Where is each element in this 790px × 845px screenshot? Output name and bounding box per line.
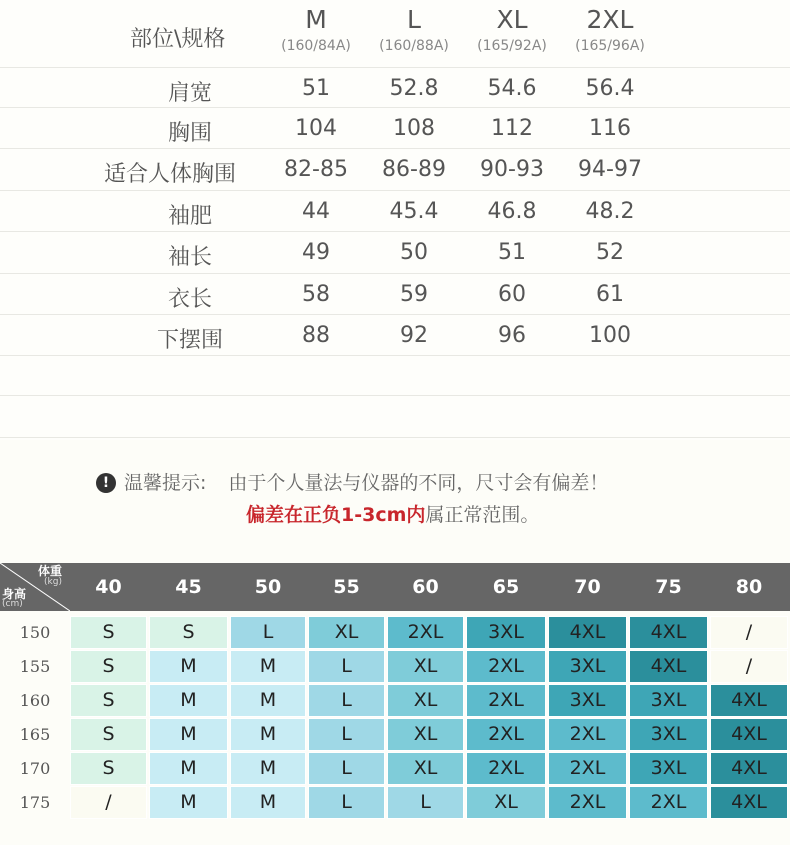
spec-value: 48.2 [585, 199, 635, 224]
size-col-l [364, 4, 464, 56]
size-cell: M [230, 718, 306, 751]
size-cell: 3XL [548, 684, 627, 717]
size-cell: M [149, 786, 228, 819]
size-name: 2XL [586, 5, 634, 34]
size-cell: M [230, 650, 306, 683]
size-cell: L [308, 786, 385, 819]
spec-value: 59 [400, 282, 428, 307]
spec-value: 58 [302, 282, 330, 307]
weight-col-header: 65 [492, 576, 520, 598]
spec-value: 112 [491, 116, 533, 141]
size-sub: (165/92A) [477, 38, 547, 54]
weight-col-header: 70 [574, 576, 601, 598]
grid-row [0, 650, 790, 683]
grid-row [0, 684, 790, 717]
size-cell: S [149, 616, 228, 649]
size-cell: XL [466, 786, 546, 819]
size-cell: XL [387, 684, 464, 717]
size-cell: 4XL [629, 650, 708, 683]
size-cell: 2XL [629, 786, 708, 819]
spec-value: 82-85 [284, 157, 348, 182]
spec-value: 60 [498, 282, 526, 307]
spec-row-label: 适合人体胸围 [103, 162, 236, 187]
height-value: 150 [19, 623, 51, 642]
size-cell: S [70, 684, 147, 717]
weight-col-header: 50 [254, 576, 282, 598]
size-cell: M [230, 786, 306, 819]
weight-col-header: 75 [655, 576, 682, 598]
spec-value: 52 [596, 240, 624, 265]
height-value: 170 [19, 759, 51, 778]
grid-row [0, 752, 790, 785]
tip-highlight: 偏差在正负1-3cm内 [246, 504, 426, 526]
size-cell: M [230, 752, 306, 785]
size-cell: XL [308, 616, 385, 649]
grid-row [0, 786, 790, 819]
size-cell: 2XL [548, 786, 627, 819]
size-cell: XL [387, 718, 464, 751]
spec-value: 88 [302, 323, 330, 348]
size-cell: S [70, 616, 147, 649]
size-cell: 4XL [710, 684, 788, 717]
spec-value: 61 [596, 282, 624, 307]
size-cell: / [710, 616, 788, 649]
spec-row-label: 衣长 [167, 287, 212, 312]
tip-line-1 [96, 468, 608, 495]
weight-col-header: 55 [333, 576, 360, 598]
size-cell: L [308, 752, 385, 785]
spec-value: 51 [302, 76, 330, 101]
size-name: M [305, 5, 327, 34]
spec-value: 54.6 [487, 76, 537, 101]
size-cell: 3XL [629, 718, 708, 751]
exclamation-icon: ! [96, 473, 116, 493]
spec-row [0, 274, 790, 314]
size-col-2xl [560, 4, 660, 56]
size-sub: (160/84A) [281, 38, 351, 54]
size-cell: / [710, 650, 788, 683]
spec-row [0, 68, 790, 108]
size-cell: M [149, 650, 228, 683]
size-name: XL [496, 5, 528, 34]
size-cell: S [70, 752, 147, 785]
size-cell: 3XL [548, 650, 627, 683]
tip-text-rest: 属正常范围。 [425, 504, 540, 526]
height-value: 155 [19, 657, 51, 676]
size-cell: 4XL [629, 616, 708, 649]
height-value: 165 [19, 725, 51, 744]
row-divider [0, 355, 790, 356]
spec-value: 51 [498, 240, 526, 265]
spec-header-row [0, 0, 790, 68]
size-cell: 4XL [548, 616, 627, 649]
size-cell: 2XL [466, 752, 546, 785]
spec-row-label: 下摆围 [156, 328, 223, 353]
size-cell: 3XL [466, 616, 546, 649]
size-col-m [266, 4, 366, 56]
spec-value: 94-97 [578, 157, 642, 182]
grid-header-row [0, 563, 790, 611]
spec-value: 50 [400, 240, 428, 265]
size-cell: L [387, 786, 464, 819]
size-cell: XL [387, 650, 464, 683]
tip-title: 温馨提示: [124, 472, 207, 494]
size-cell: 4XL [710, 752, 788, 785]
size-col-xl [462, 4, 562, 56]
spec-row-label: 袖长 [167, 245, 212, 270]
size-cell: S [70, 718, 147, 751]
size-cell: 2XL [466, 650, 546, 683]
spec-value: 116 [589, 116, 631, 141]
spec-value: 96 [498, 323, 526, 348]
spec-row [0, 315, 790, 355]
spec-value: 44 [302, 199, 330, 224]
spec-value: 104 [295, 116, 337, 141]
size-cell: 4XL [710, 786, 788, 819]
size-cell: M [149, 684, 228, 717]
spec-value: 108 [393, 116, 435, 141]
spec-row-label: 胸围 [167, 121, 212, 146]
spec-corner-label: 部位\规格 [130, 27, 226, 52]
size-sub: (160/88A) [379, 38, 449, 54]
height-value: 175 [19, 793, 51, 812]
size-name: L [407, 5, 421, 34]
spec-value: 45.4 [389, 199, 439, 224]
row-divider [0, 437, 790, 438]
tip-box [0, 440, 790, 560]
size-cell: 4XL [710, 718, 788, 751]
spec-value: 46.8 [487, 199, 537, 224]
spec-row [0, 191, 790, 231]
weight-label: 体重 [37, 564, 62, 578]
height-unit: (cm) [2, 599, 23, 609]
weight-col-header: 60 [412, 576, 439, 598]
size-cell: 2XL [387, 616, 464, 649]
size-cell: M [230, 684, 306, 717]
size-cell: M [149, 752, 228, 785]
size-sub: (165/96A) [575, 38, 645, 54]
tip-text: 由于个人量法与仪器的不同，尺寸会有偏差！ [228, 472, 609, 494]
spec-row-label: 袖肥 [167, 204, 212, 229]
grid-row [0, 718, 790, 751]
spec-value: 56.4 [585, 76, 635, 101]
weight-col-header: 45 [175, 576, 202, 598]
spec-value: 86-89 [382, 157, 446, 182]
size-cell: XL [387, 752, 464, 785]
size-cell: / [70, 786, 147, 819]
spec-value: 90-93 [480, 157, 544, 182]
size-cell: 2XL [466, 718, 546, 751]
spec-value: 52.8 [389, 76, 439, 101]
size-cell: L [308, 718, 385, 751]
spec-value: 92 [400, 323, 428, 348]
size-cell: 3XL [629, 684, 708, 717]
spec-row [0, 232, 790, 272]
spec-value: 100 [589, 323, 631, 348]
tip-line-2 [246, 500, 539, 527]
size-cell: S [70, 650, 147, 683]
size-cell: 2XL [548, 718, 627, 751]
size-cell: L [230, 616, 306, 649]
size-cell: M [149, 718, 228, 751]
size-cell: 2XL [466, 684, 546, 717]
grid-row [0, 616, 790, 649]
size-recommendation-grid [0, 563, 790, 845]
weight-col-header: 80 [735, 576, 763, 598]
spec-value: 49 [302, 240, 330, 265]
grid-corner [0, 563, 70, 611]
row-divider [0, 395, 790, 396]
weight-col-header: 40 [95, 576, 122, 598]
spec-row [0, 149, 790, 189]
size-cell: L [308, 650, 385, 683]
spec-row-label: 肩宽 [167, 81, 212, 106]
size-cell: 3XL [629, 752, 708, 785]
weight-unit: (kg) [44, 577, 62, 587]
spec-row [0, 108, 790, 148]
height-value: 160 [19, 691, 51, 710]
height-label: 身高 [2, 587, 27, 601]
size-cell: L [308, 684, 385, 717]
size-cell: 2XL [548, 752, 627, 785]
